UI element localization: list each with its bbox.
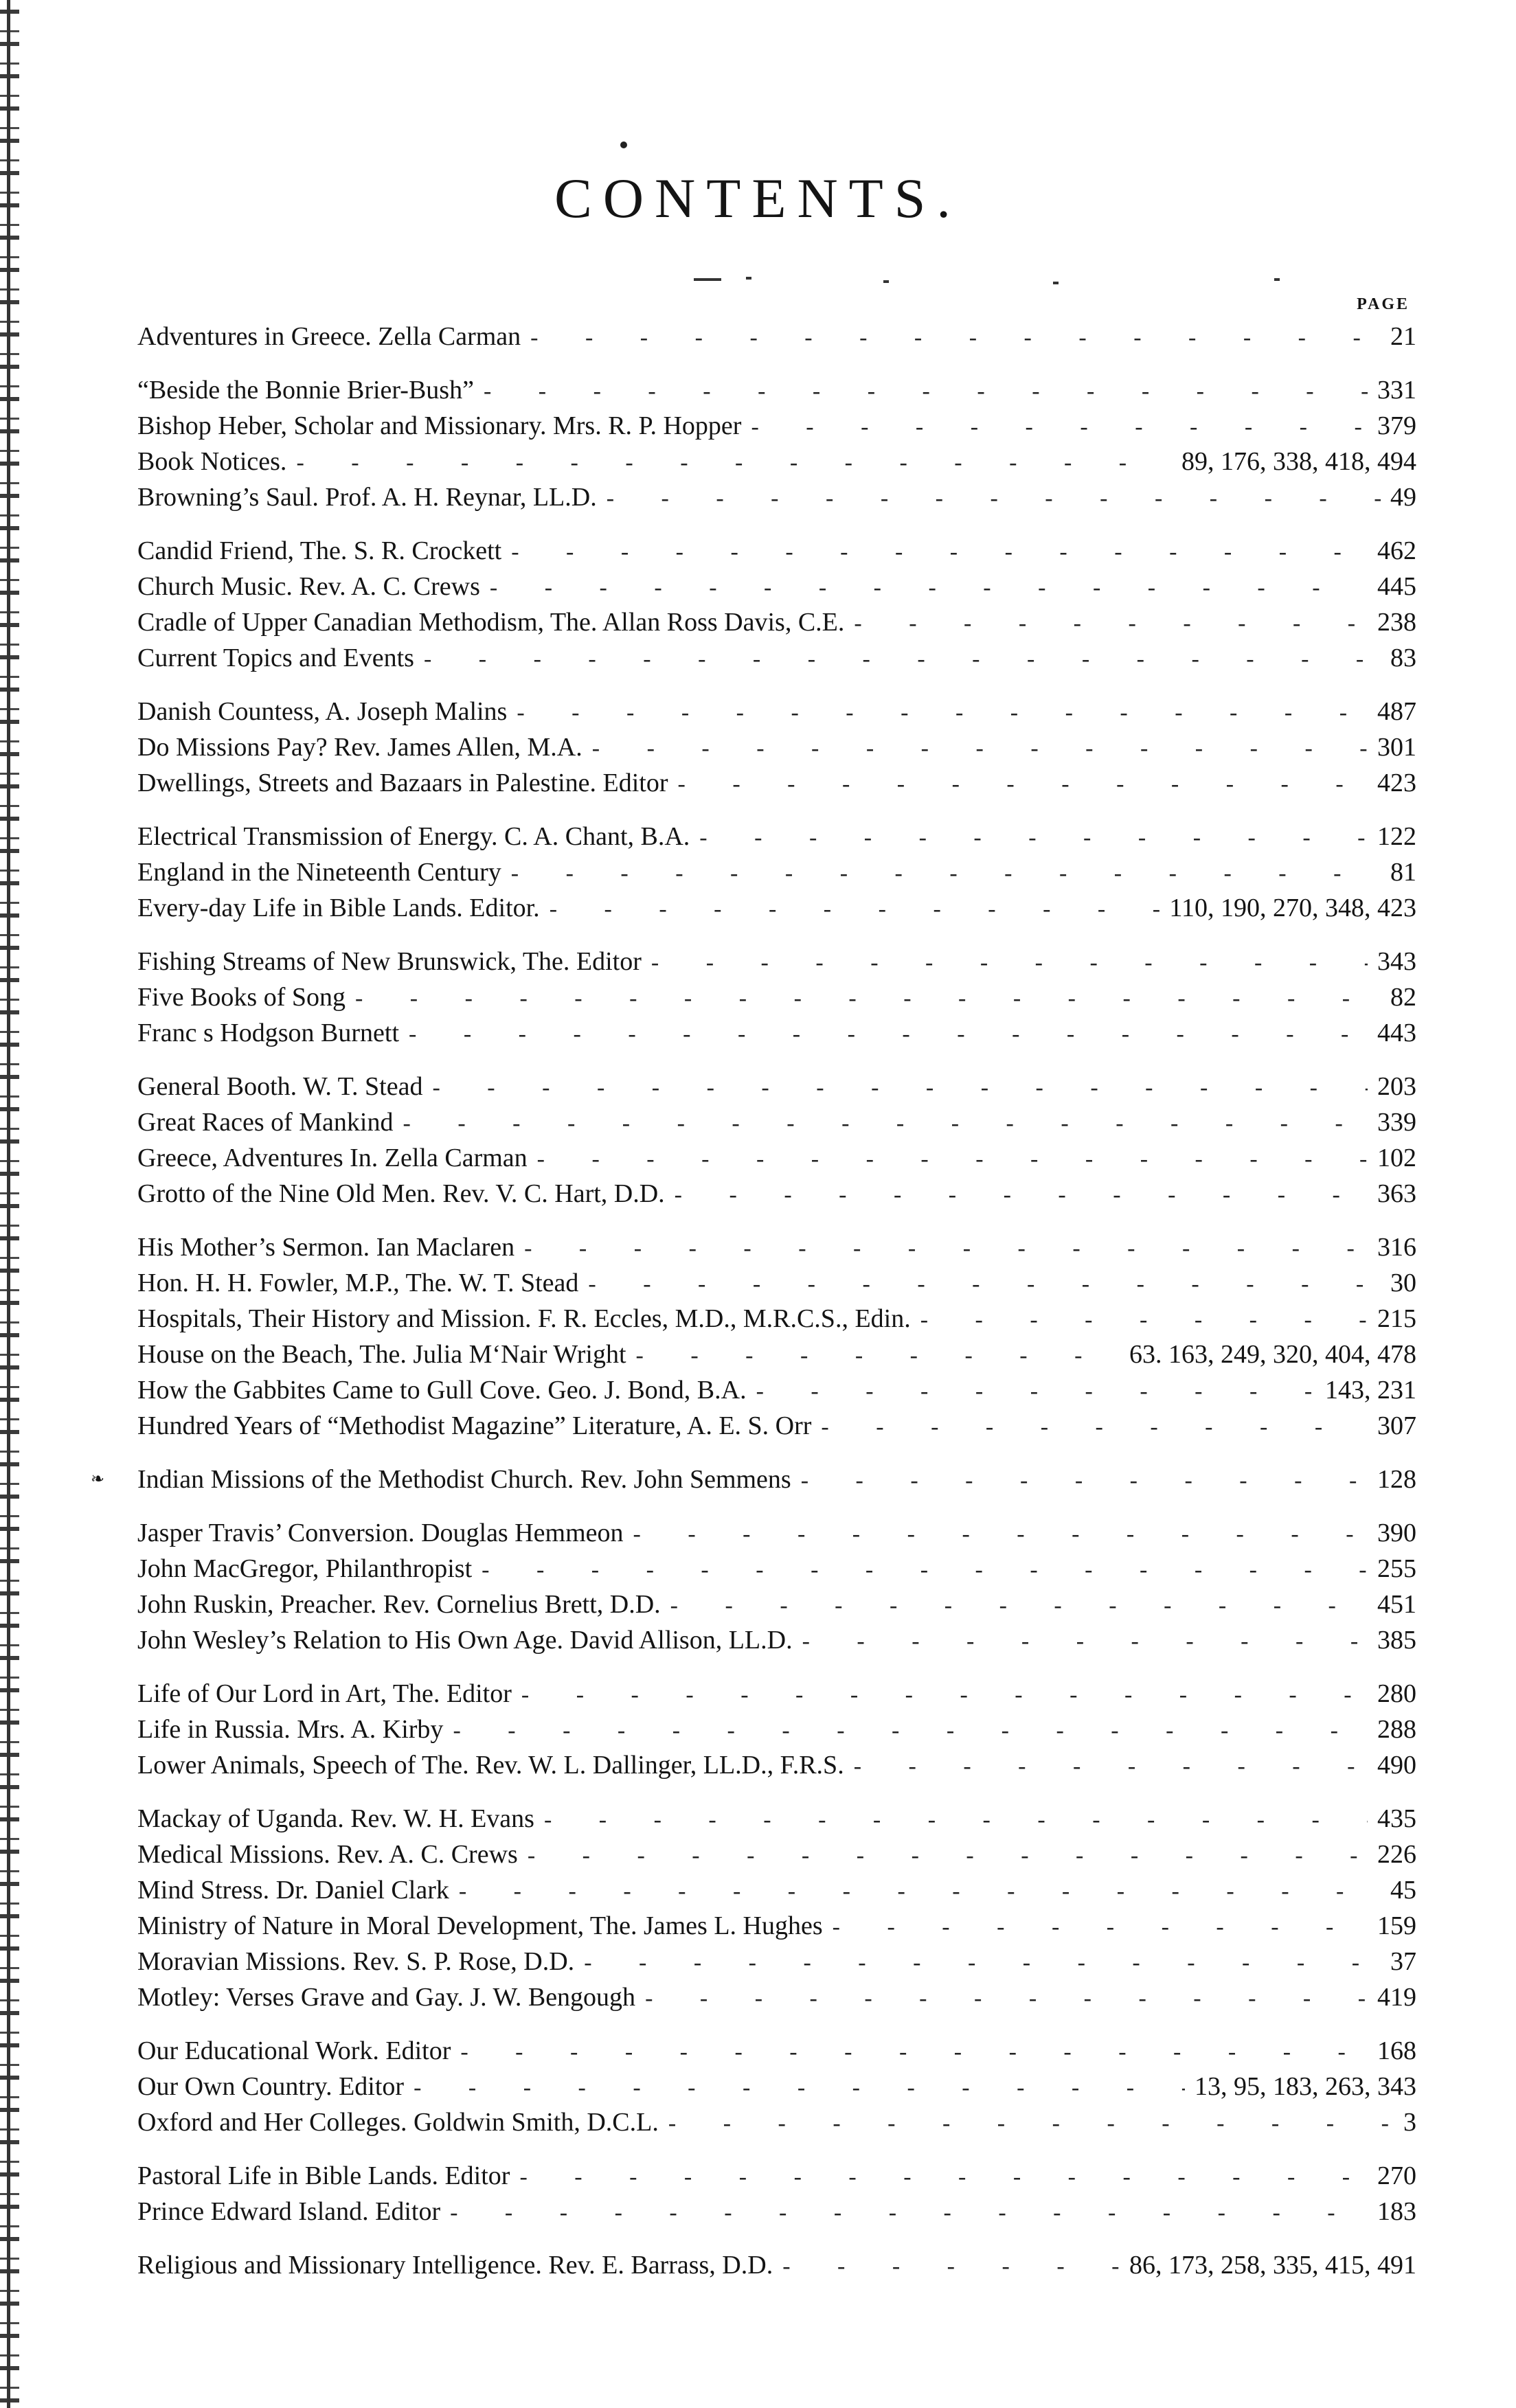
contents-entry [137, 1908, 1416, 1944]
dot-leader [432, 1070, 1368, 1106]
entry-title: Moravian Missions. Rev. S. P. Rose, D.D. [137, 1947, 575, 1976]
entry-title: Candid Friend, The. S. R. Crockett [137, 536, 502, 565]
contents-entry [137, 1712, 1416, 1747]
dot-leader [519, 2159, 1368, 2195]
contents-letter-group [137, 1515, 1416, 1658]
contents-entry [137, 944, 1416, 979]
contents-entry [137, 1140, 1416, 1176]
dot-leader [530, 320, 1381, 356]
contents-entry [137, 1872, 1416, 1908]
entry-page-numbers: 30 [1390, 1269, 1416, 1297]
contents-entry [137, 1837, 1416, 1872]
dot-leader [584, 1945, 1381, 1981]
dot-leader [524, 1231, 1368, 1267]
contents-entry [137, 533, 1416, 569]
contents-letter-group [137, 1229, 1416, 1444]
contents-entry [137, 479, 1416, 515]
entry-page-numbers: 379 [1377, 411, 1416, 440]
contents-letter-group [137, 1069, 1416, 1212]
dot-leader [511, 534, 1368, 570]
entry-title: Church Music. Rev. A. C. Crews [137, 572, 480, 601]
contents-entry [137, 1015, 1416, 1051]
contents-entry [137, 2158, 1416, 2194]
dot-leader [668, 2106, 1394, 2142]
entry-page-numbers: 445 [1377, 572, 1416, 601]
entry-page-numbers: 83 [1390, 644, 1416, 672]
entry-title: Browning’s Saul. Prof. A. H. Reynar, LL.D. [137, 483, 597, 512]
contents-entry [137, 1104, 1416, 1140]
contents-entry [137, 1176, 1416, 1212]
entry-page-numbers: 168 [1377, 2036, 1416, 2065]
entry-title: Hundred Years of “Methodist Magazine” Literature, A. E. S. Orr [137, 1411, 812, 1440]
entry-page-numbers: 86, 173, 258, 335, 415, 491 [1129, 2251, 1416, 2280]
entry-page-numbers: 21 [1390, 322, 1416, 351]
entry-title: Adventures in Greece. Zella Carman [137, 322, 521, 351]
entry-title: Great Races of Mankind [137, 1108, 394, 1137]
contents-entry [137, 1979, 1416, 2015]
entry-title: Lower Animals, Speech of The. Rev. W. L. Dallinger, LL.D., F.R.S. [137, 1751, 844, 1780]
entry-title: How the Gabbites Came to Gull Cove. Geo. J. Bond, B.A. [137, 1376, 747, 1405]
entry-page-numbers: 451 [1377, 1590, 1416, 1619]
dot-leader [670, 1588, 1368, 1624]
dot-leader [484, 374, 1368, 409]
entry-title: John Ruskin, Preacher. Rev. Cornelius Brett, D.D. [137, 1590, 661, 1619]
dot-leader [482, 1552, 1368, 1588]
contents-letter-group [137, 1801, 1416, 2015]
entry-page-numbers: 423 [1377, 769, 1416, 797]
entry-title: “Beside the Bonnie Brier-Bush” [137, 376, 474, 405]
ink-speck [883, 280, 889, 283]
entry-page-numbers: 490 [1377, 1751, 1416, 1780]
dot-leader [355, 981, 1381, 1016]
entry-page-numbers: 102 [1377, 1144, 1416, 1172]
dot-leader [511, 856, 1381, 891]
ink-speck [1274, 278, 1280, 281]
dot-leader [588, 1267, 1381, 1302]
entry-page-numbers: 37 [1390, 1947, 1416, 1976]
contents-entry [137, 1587, 1416, 1622]
contents-entry [91, 1462, 1416, 1497]
entry-title: Mind Stress. Dr. Daniel Clark [137, 1876, 449, 1905]
dot-leader [607, 481, 1381, 516]
entry-page-numbers: 419 [1377, 1983, 1416, 2012]
entry-page-numbers: 159 [1377, 1911, 1416, 1940]
contents-entry [137, 2104, 1416, 2140]
entry-title: Current Topics and Events [137, 644, 414, 672]
dot-leader [920, 1302, 1368, 1338]
page-column-label: PAGE [1357, 295, 1410, 313]
contents-entry [137, 2069, 1416, 2104]
entry-title: Our Educational Work. Editor [137, 2036, 451, 2065]
dot-leader [459, 1874, 1381, 1909]
entry-page-numbers: 443 [1377, 1019, 1416, 1047]
entry-page-numbers: 307 [1377, 1411, 1416, 1440]
dot-leader [490, 570, 1368, 606]
entry-title: Do Missions Pay? Rev. James Allen, M.A. [137, 733, 582, 762]
entry-page-numbers: 215 [1377, 1304, 1416, 1333]
entry-title: Greece, Adventures In. Zella Carman [137, 1144, 528, 1172]
contents-letter-group [137, 533, 1416, 676]
page-title: CONTENTS. [554, 167, 962, 229]
entry-title: Danish Countess, A. Joseph Malins [137, 697, 508, 726]
contents-letter-group [137, 819, 1416, 926]
dot-leader [414, 2070, 1185, 2106]
contents-entry [137, 1229, 1416, 1265]
contents-letter-group [137, 944, 1416, 1051]
entry-title: Electrical Transmission of Energy. C. A. Chant, B.A. [137, 822, 690, 851]
dot-leader [424, 641, 1381, 677]
bullet-icon: ❧ [91, 1470, 105, 1488]
dot-leader [403, 1106, 1368, 1141]
ink-speck [694, 278, 721, 281]
ink-dot [620, 141, 627, 148]
dot-leader [801, 1463, 1368, 1499]
dot-leader [854, 606, 1368, 641]
contents-entry [137, 729, 1416, 765]
entry-title: Life in Russia. Mrs. A. Kirby [137, 1715, 444, 1744]
entry-title: Prince Edward Island. Editor [137, 2197, 441, 2226]
contents-entry [137, 372, 1416, 408]
dot-leader [450, 2195, 1368, 2231]
entry-title: Oxford and Her Colleges. Goldwin Smith, D.C.L. [137, 2108, 659, 2137]
contents-letter-group [137, 2247, 1416, 2283]
contents-entry [137, 2247, 1416, 2283]
entry-page-numbers: 143, 231 [1325, 1376, 1416, 1405]
dot-leader [633, 1517, 1368, 1552]
dot-leader [821, 1409, 1368, 1445]
entry-title: Motley: Verses Grave and Gay. J. W. Bengough [137, 1983, 636, 2012]
entry-page-numbers: 390 [1377, 1519, 1416, 1547]
dot-leader [528, 1838, 1368, 1874]
entry-title: Ministry of Nature in Moral Development, The. James L. Hughes [137, 1911, 823, 1940]
entry-title: Our Own Country. Editor [137, 2072, 405, 2101]
entry-page-numbers: 49 [1390, 483, 1416, 512]
contents-entry [137, 1801, 1416, 1837]
entry-page-numbers: 63. 163, 249, 320, 404, 478 [1129, 1340, 1416, 1369]
entry-title: Hon. H. H. Fowler, M.P., The. W. T. Stead [137, 1269, 579, 1297]
entry-title: Five Books of Song [137, 983, 346, 1012]
ink-speck [1053, 282, 1059, 284]
contents-entry [137, 1265, 1416, 1301]
contents-entry [137, 444, 1416, 479]
contents-entry [137, 694, 1416, 729]
entry-title: Dwellings, Streets and Bazaars in Palestine. Editor [137, 769, 668, 797]
entry-title: Cradle of Upper Canadian Methodism, The. Allan Ross Davis, C.E. [137, 608, 845, 637]
contents-entry [137, 604, 1416, 640]
contents-entry [137, 1944, 1416, 1979]
entry-page-numbers: 385 [1377, 1626, 1416, 1655]
entry-page-numbers: 110, 190, 270, 348, 423 [1169, 894, 1416, 922]
contents-entry [137, 2033, 1416, 2069]
entry-page-numbers: 81 [1390, 858, 1416, 887]
dot-leader [592, 731, 1368, 766]
entry-title: Jasper Travis’ Conversion. Douglas Hemmeon [137, 1519, 624, 1547]
dot-leader [751, 409, 1368, 445]
contents-entry [137, 1372, 1416, 1408]
entry-title: Bishop Heber, Scholar and Missionary. Mrs. R. P. Hopper [137, 411, 742, 440]
contents-entry [137, 408, 1416, 444]
contents-entry [137, 319, 1416, 354]
dot-leader [699, 820, 1368, 856]
contents-entry [137, 890, 1416, 926]
contents-entry [137, 1337, 1416, 1372]
contents-letter-group [137, 694, 1416, 801]
contents-entry [137, 1747, 1416, 1783]
entry-page-numbers: 288 [1377, 1715, 1416, 1744]
contents-entry [137, 1408, 1416, 1444]
entry-page-numbers: 487 [1377, 697, 1416, 726]
ink-speck [746, 277, 751, 280]
entry-page-numbers: 363 [1377, 1179, 1416, 1208]
contents-entry [137, 1069, 1416, 1104]
contents-entry [137, 569, 1416, 604]
entry-title: Mackay of Uganda. Rev. W. H. Evans [137, 1804, 534, 1833]
entry-title: Fishing Streams of New Brunswick, The. Editor [137, 947, 642, 976]
entry-title: John MacGregor, Philanthropist [137, 1554, 473, 1583]
dot-leader [550, 891, 1160, 927]
contents-entry [137, 1515, 1416, 1551]
entry-page-numbers: 45 [1390, 1876, 1416, 1905]
entry-page-numbers: 331 [1377, 376, 1416, 405]
entry-page-numbers: 13, 95, 183, 263, 343 [1195, 2072, 1416, 2101]
entry-page-numbers: 316 [1377, 1233, 1416, 1262]
contents-letter-group [137, 372, 1416, 515]
dot-leader [460, 2034, 1368, 2070]
entry-page-numbers: 3 [1403, 2108, 1416, 2137]
entry-page-numbers: 226 [1377, 1840, 1416, 1869]
contents-letter-group [137, 319, 1416, 354]
contents-entry [137, 819, 1416, 854]
entry-page-numbers: 255 [1377, 1554, 1416, 1583]
entry-page-numbers: 343 [1377, 947, 1416, 976]
contents-entry [137, 2194, 1416, 2229]
contents-entry [137, 765, 1416, 801]
entry-page-numbers: 183 [1377, 2197, 1416, 2226]
entry-page-numbers: 122 [1377, 822, 1416, 851]
entry-page-numbers: 270 [1377, 2161, 1416, 2190]
entry-page-numbers: 435 [1377, 1804, 1416, 1833]
dot-leader [537, 1141, 1368, 1177]
entry-title: Hospitals, Their History and Mission. F. R. Eccles, M.D., M.R.C.S., Edin. [137, 1304, 911, 1333]
contents-entry [137, 1551, 1416, 1587]
entry-title: Medical Missions. Rev. A. C. Crews [137, 1840, 518, 1869]
contents-entry [137, 854, 1416, 890]
contents-entry [137, 1622, 1416, 1658]
contents-list [91, 319, 1416, 2301]
dot-leader [675, 1177, 1368, 1213]
entry-title: Franc s Hodgson Burnett [137, 1019, 400, 1047]
dot-leader [854, 1749, 1368, 1784]
entry-title: Life of Our Lord in Art, The. Editor [137, 1679, 512, 1708]
dot-leader [651, 945, 1368, 981]
entry-title: General Booth. W. T. Stead [137, 1072, 423, 1101]
entry-page-numbers: 82 [1390, 983, 1416, 1012]
entry-title: Pastoral Life in Bible Lands. Editor [137, 2161, 510, 2190]
dot-leader [678, 766, 1368, 802]
entry-title: Religious and Missionary Intelligence. Rev. E. Barrass, D.D. [137, 2251, 773, 2280]
contents-letter-group [137, 2033, 1416, 2140]
entry-title: Every-day Life in Bible Lands. Editor. [137, 894, 540, 922]
entry-title: John Wesley’s Relation to His Own Age. David Allison, LL.D. [137, 1626, 793, 1655]
contents-letter-group [137, 1676, 1416, 1783]
contents-letter-group [91, 1462, 1416, 1497]
entry-page-numbers: 89, 176, 338, 418, 494 [1181, 447, 1416, 476]
entry-title: His Mother’s Sermon. Ian Maclaren [137, 1233, 515, 1262]
entry-title: Grotto of the Nine Old Men. Rev. V. C. Hart, D.D. [137, 1179, 665, 1208]
dot-leader [517, 695, 1368, 731]
entry-title: Indian Missions of the Methodist Church. Rev. John Semmens [137, 1465, 791, 1494]
entry-page-numbers: 128 [1377, 1465, 1416, 1494]
dot-leader [645, 1981, 1368, 2017]
entry-page-numbers: 301 [1377, 733, 1416, 762]
contents-entry [137, 979, 1416, 1015]
entry-page-numbers: 238 [1377, 608, 1416, 637]
dot-leader [296, 445, 1172, 481]
contents-letter-group [137, 2158, 1416, 2229]
binding-edge [0, 0, 19, 2408]
dot-leader [833, 1909, 1368, 1945]
entry-page-numbers: 280 [1377, 1679, 1416, 1708]
entry-page-numbers: 339 [1377, 1108, 1416, 1137]
dot-leader [802, 1624, 1368, 1659]
dot-leader [521, 1677, 1368, 1713]
contents-entry [137, 1301, 1416, 1337]
entry-title: Book Notices. [137, 447, 287, 476]
dot-leader [544, 1802, 1368, 1838]
dot-leader [409, 1016, 1368, 1052]
entry-page-numbers: 203 [1377, 1072, 1416, 1101]
dot-leader [756, 1374, 1315, 1409]
entry-page-numbers: 462 [1377, 536, 1416, 565]
contents-entry [137, 1676, 1416, 1712]
dot-leader [782, 2249, 1120, 2284]
dot-leader [453, 1713, 1368, 1749]
entry-title: England in the Nineteenth Century [137, 858, 501, 887]
contents-entry [137, 640, 1416, 676]
entry-title: House on the Beach, The. Julia M‘Nair Wright [137, 1340, 626, 1369]
dot-leader [636, 1338, 1120, 1374]
